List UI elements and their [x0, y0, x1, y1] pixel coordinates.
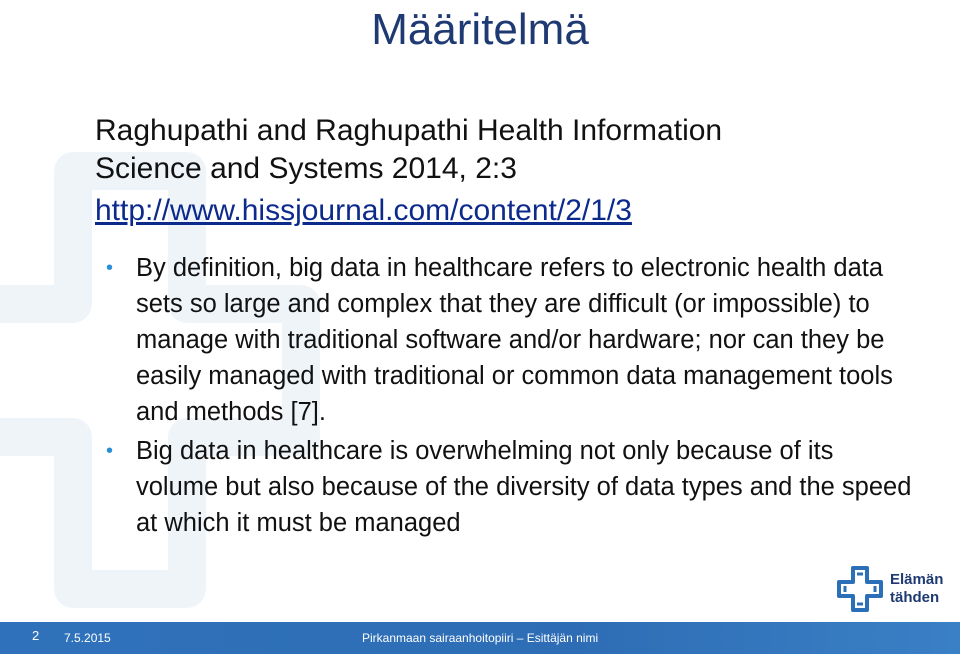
elaman-tahden-logo — [836, 565, 956, 615]
bullet-item — [100, 433, 920, 541]
logo-text — [890, 571, 943, 607]
bullet-text: By definition, big data in healthcare refers to electronic health data sets so large and complex that they are difficult (or impossible) to manage with traditional software and/or hardware; nor can they be easily managed with traditional or common data management tools and methods [7]. — [136, 254, 893, 426]
page-number: 2 — [32, 628, 40, 643]
source-link[interactable]: http://www.hissjournal.com/content/2/1/3 — [95, 194, 632, 227]
bullet-list — [100, 250, 920, 544]
citation-line-2: Science and Systems 2014, 2:3 — [95, 152, 517, 185]
slide-title: Määritelmä — [371, 5, 589, 54]
bullet-dot-icon: • — [106, 257, 114, 279]
bullet-item — [100, 250, 920, 430]
logo-text-line-2: tähden — [890, 589, 940, 606]
cross-logo-icon — [836, 565, 884, 613]
bullet-dot-icon: • — [106, 440, 114, 462]
footer-date: 7.5.2015 — [64, 631, 111, 645]
footer-organization: Pirkanmaan sairaanhoitopiiri – Esittäjän nimi — [362, 631, 599, 645]
footer-bar — [0, 622, 960, 654]
logo-text-line-1: Elämän — [890, 571, 944, 588]
citation-line-1: Raghupathi and Raghupathi Health Information — [95, 114, 723, 147]
bullet-text: Big data in healthcare is overwhelming not only because of its volume but also because of the diversity of data types and the speed at which it must be managed — [136, 437, 912, 537]
source-citation — [95, 112, 915, 230]
